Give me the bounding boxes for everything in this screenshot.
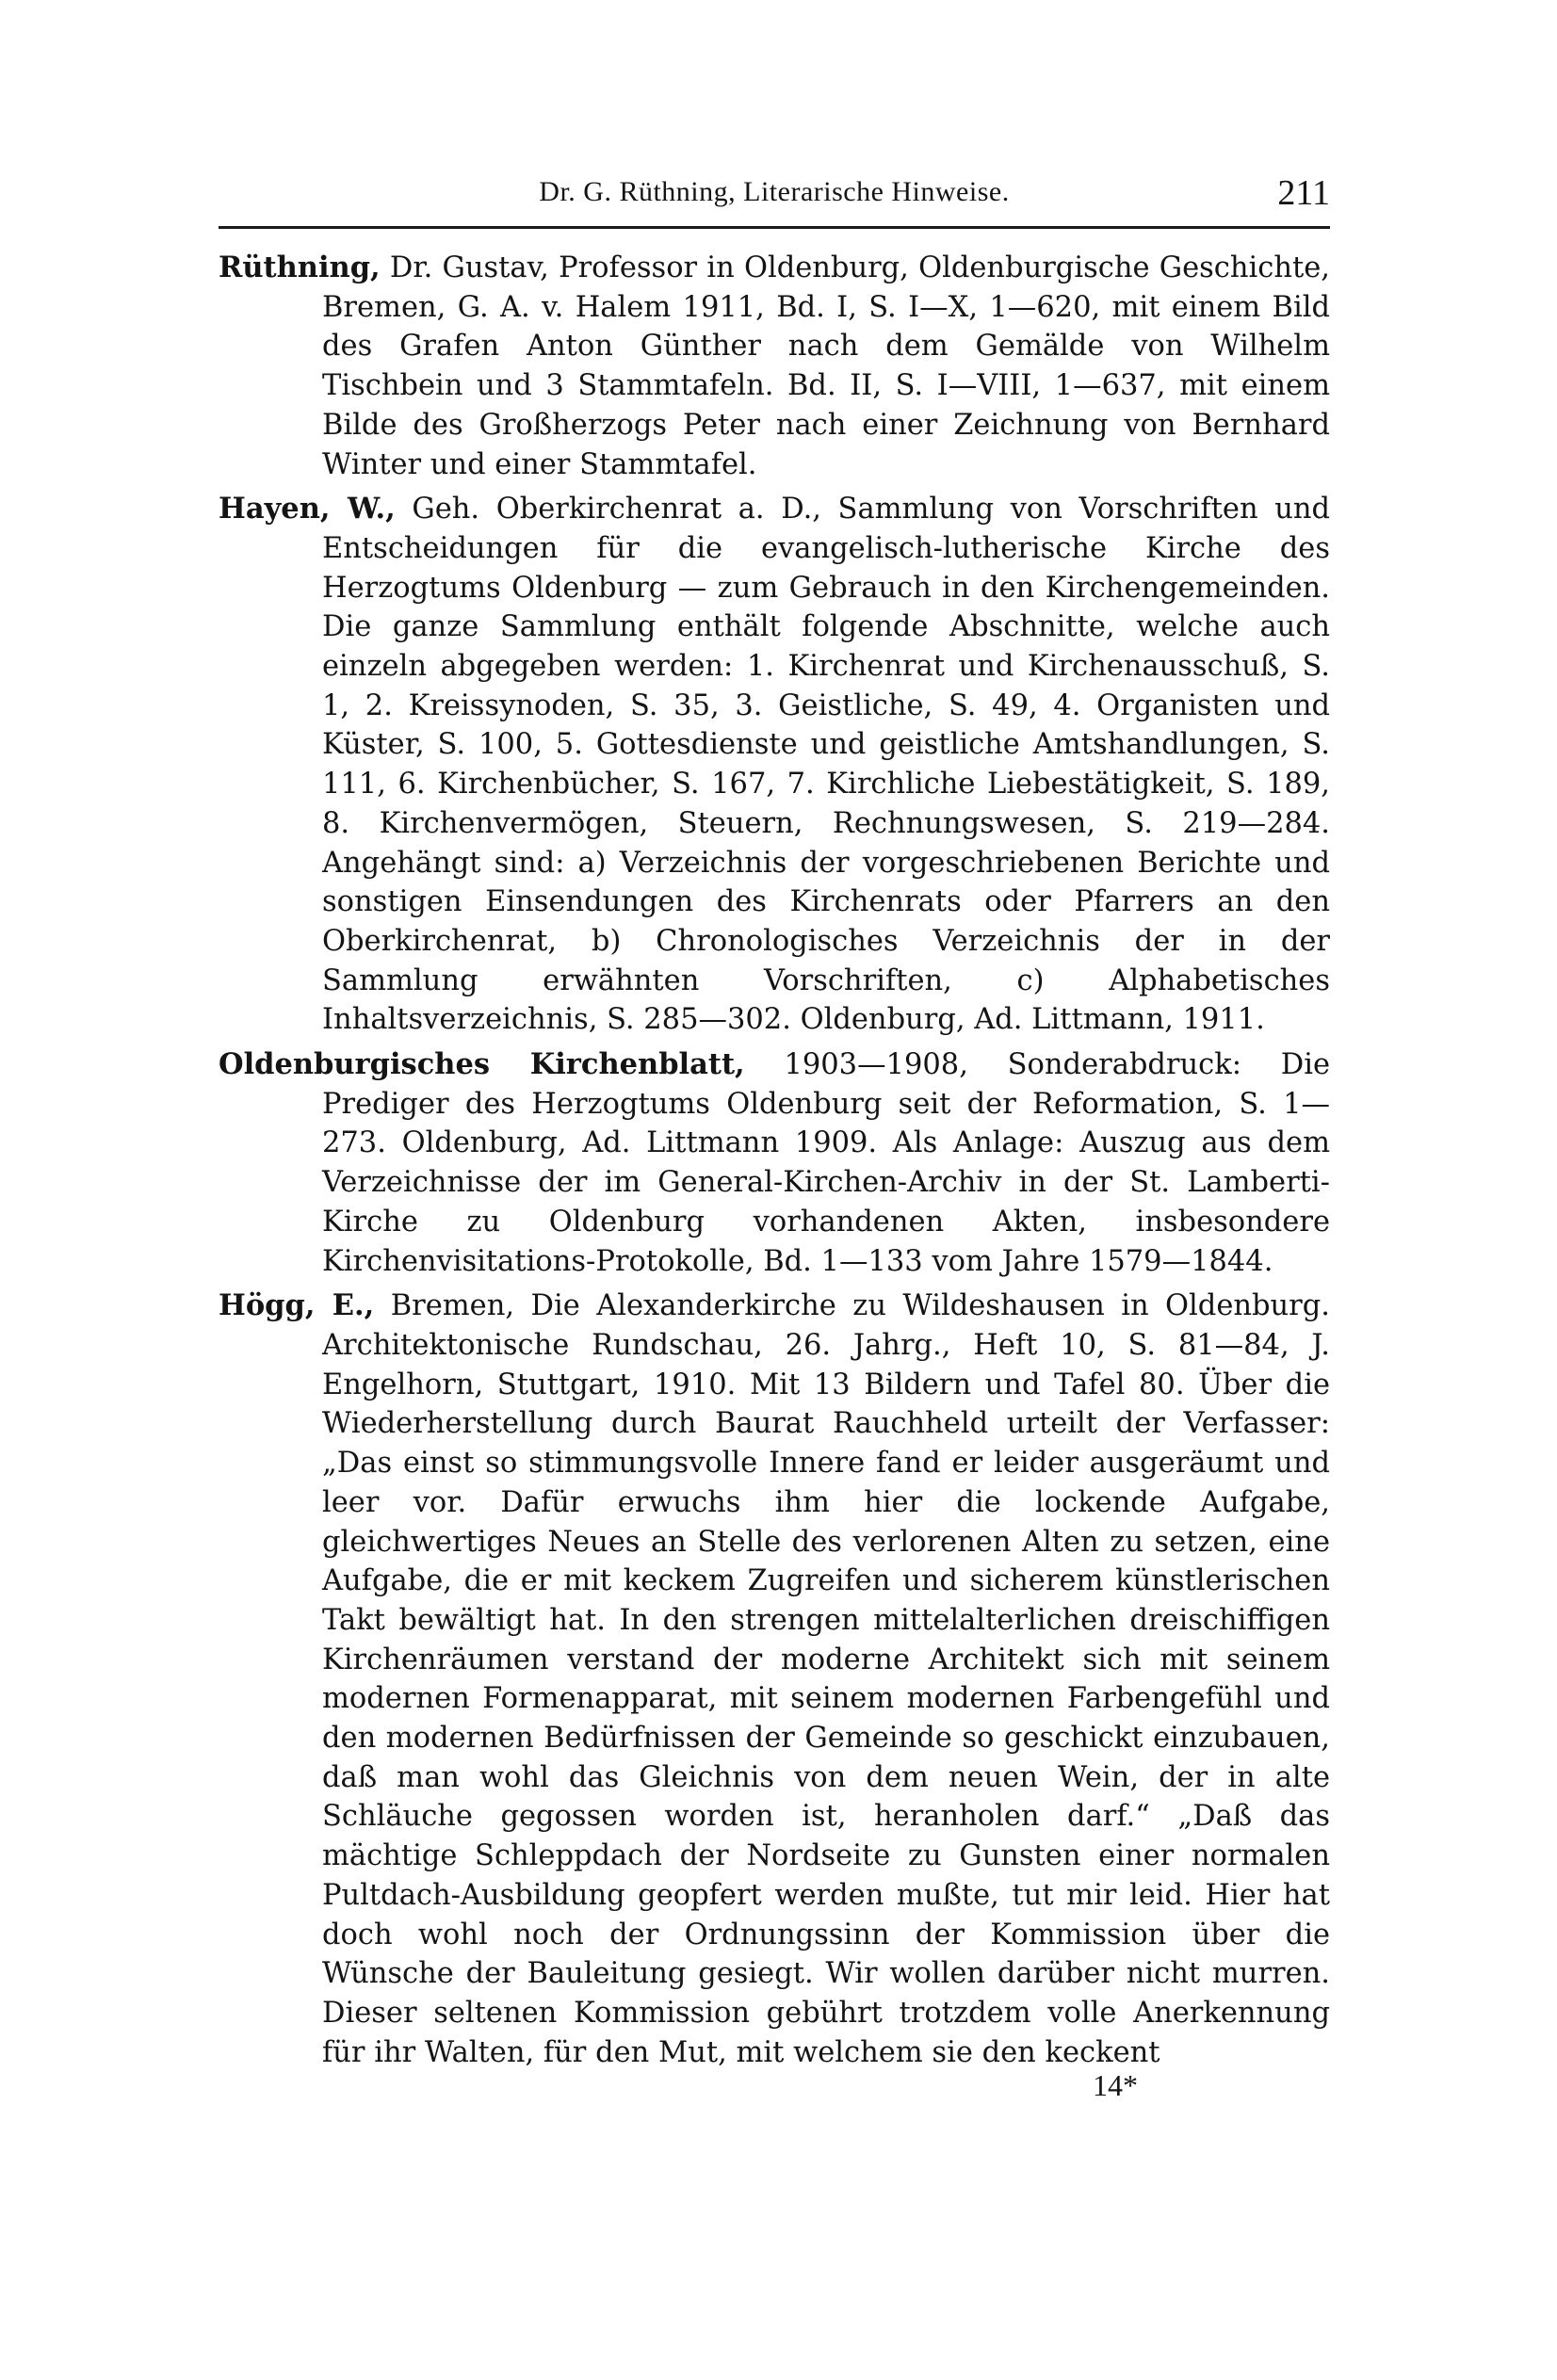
entry-oldenburgisches-kirchenblatt [219, 1045, 1330, 1281]
entry-head: Rüthning, [219, 251, 381, 284]
entry-body: 1903—1908, Sonderabdruck: Die Prediger des Herzogtums Oldenburg seit der Reformation, S. 1—273. Oldenburg, Ad. Littmann 1909. Als Anlage: Auszug aus dem Verzeichnisse der im General-Kirchen-Archiv in der St. Lamberti-Kirche zu Oldenburg vorhandenen Akten, insbesondere Kirchenvisitations-Protokolle, Bd. 1—133 vom Jahre 1579—1844. [322, 1048, 1331, 1278]
entry-hayen [219, 490, 1330, 1040]
page-number: 211 [1277, 173, 1330, 213]
header-rule [219, 226, 1330, 229]
entry-body: Dr. Gustav, Professor in Oldenburg, Oldenburgische Geschichte, Bremen, G. A. v. Halem 1911, Bd. I, S. I—X, 1—620, mit einem Bild des Grafen Anton Günther nach dem Gemälde von Wilhelm Tischbein und 3 Stammtafeln. Bd. II, S. I—VIII, 1—637, mit einem Bilde des Großherzogs Peter nach einer Zeichnung von Bernhard Winter und einer Stammtafel. [322, 251, 1330, 481]
entry-body: Geh. Oberkirchenrat a. D., Sammlung von Vorschriften und Entscheidungen für die evangelisch-lutherische Kirche des Herzogtums Oldenburg — zum Gebrauch in den Kirchengemeinden. Die ganze Sammlung enthält folgende Abschnitte, welche auch einzeln abgegeben werden: 1. Kirchenrat und Kirchenausschuß, S. 1, 2. Kreissynoden, S. 35, 3. Geistliche, S. 49, 4. Organisten und Küster, S. 100, 5. Gottesdienste und geistliche Amtshandlungen, S. 111, 6. Kirchenbücher, S. 167, 7. Kirchliche Liebestätigkeit, S. 189, 8. Kirchenvermögen, Steuern, Rechnungswesen, S. 219—284. Angehängt sind: a) Verzeichnis der vorgeschriebenen Berichte und sonstigen Einsendungen des Kirchenrats oder Pfarrers an den Oberkirchenrat, b) Chronologisches Verzeichnis der in der Sammlung erwähnten Vorschriften, c) Alphabetisches Inhaltsverzeichnis, S. 285—302. Oldenburg, Ad. Littmann, 1911. [322, 493, 1331, 1037]
entry-hoegg [219, 1287, 1330, 2072]
signature-mark: 14* [1093, 2068, 1138, 2102]
bibliography-list [219, 249, 1330, 2078]
entry-ruethning [219, 249, 1330, 484]
running-title: Dr. G. Rüthning, Literarische Hinweise. [539, 176, 1010, 207]
entry-head: Oldenburgisches Kirchenblatt, [219, 1047, 745, 1082]
page-header [219, 165, 1330, 221]
entry-head: Hayen, W., [219, 492, 396, 526]
entry-head: Högg, E., [219, 1288, 375, 1323]
entry-body: Bremen, Die Alexanderkirche zu Wildeshausen in Oldenburg. Architektonische Rundschau, 26. Jahrg., Heft 10, S. 81—84, J. Engelhorn, Stuttgart, 1910. Mit 13 Bildern und Tafel 80. Über die Wiederherstellung durch Baurat Rauchheld urteilt der Verfasser: „Das einst so stimmungsvolle Innere fand er leider ausgeräumt und leer vor. Dafür erwuchs ihm hier die lockende Aufgabe, gleichwertiges Neues an Stelle des verlorenen Alten zu setzen, eine Aufgabe, die er mit keckem Zugreifen und sicherem künstlerischen Takt bewältigt hat. In den strengen mittelalterlichen dreischiffigen Kirchenräumen verstand der moderne Architekt sich mit seinem modernen Formenapparat, mit seinem modernen Farbengefühl und den modernen Bedürfnissen der Gemeinde so geschickt einzubauen, daß man wohl das Gleichnis von dem neuen Wein, der in alte Schläuche gegossen worden ist, heranholen darf.“ „Daß das mächtige Schleppdach der Nordseite zu Gunsten einer normalen Pultdach-Ausbildung geopfert werden mußte, tut mir leid. Hier hat doch wohl noch der Ordnungssinn der Kommission über die Wünsche der Bauleitung gesiegt. Wir wollen darüber nicht murren. Dieser seltenen Kommission gebührt trotzdem volle Anerkennung für ihr Walten, für den Mut, mit welchem sie den keckent [322, 1289, 1330, 2069]
